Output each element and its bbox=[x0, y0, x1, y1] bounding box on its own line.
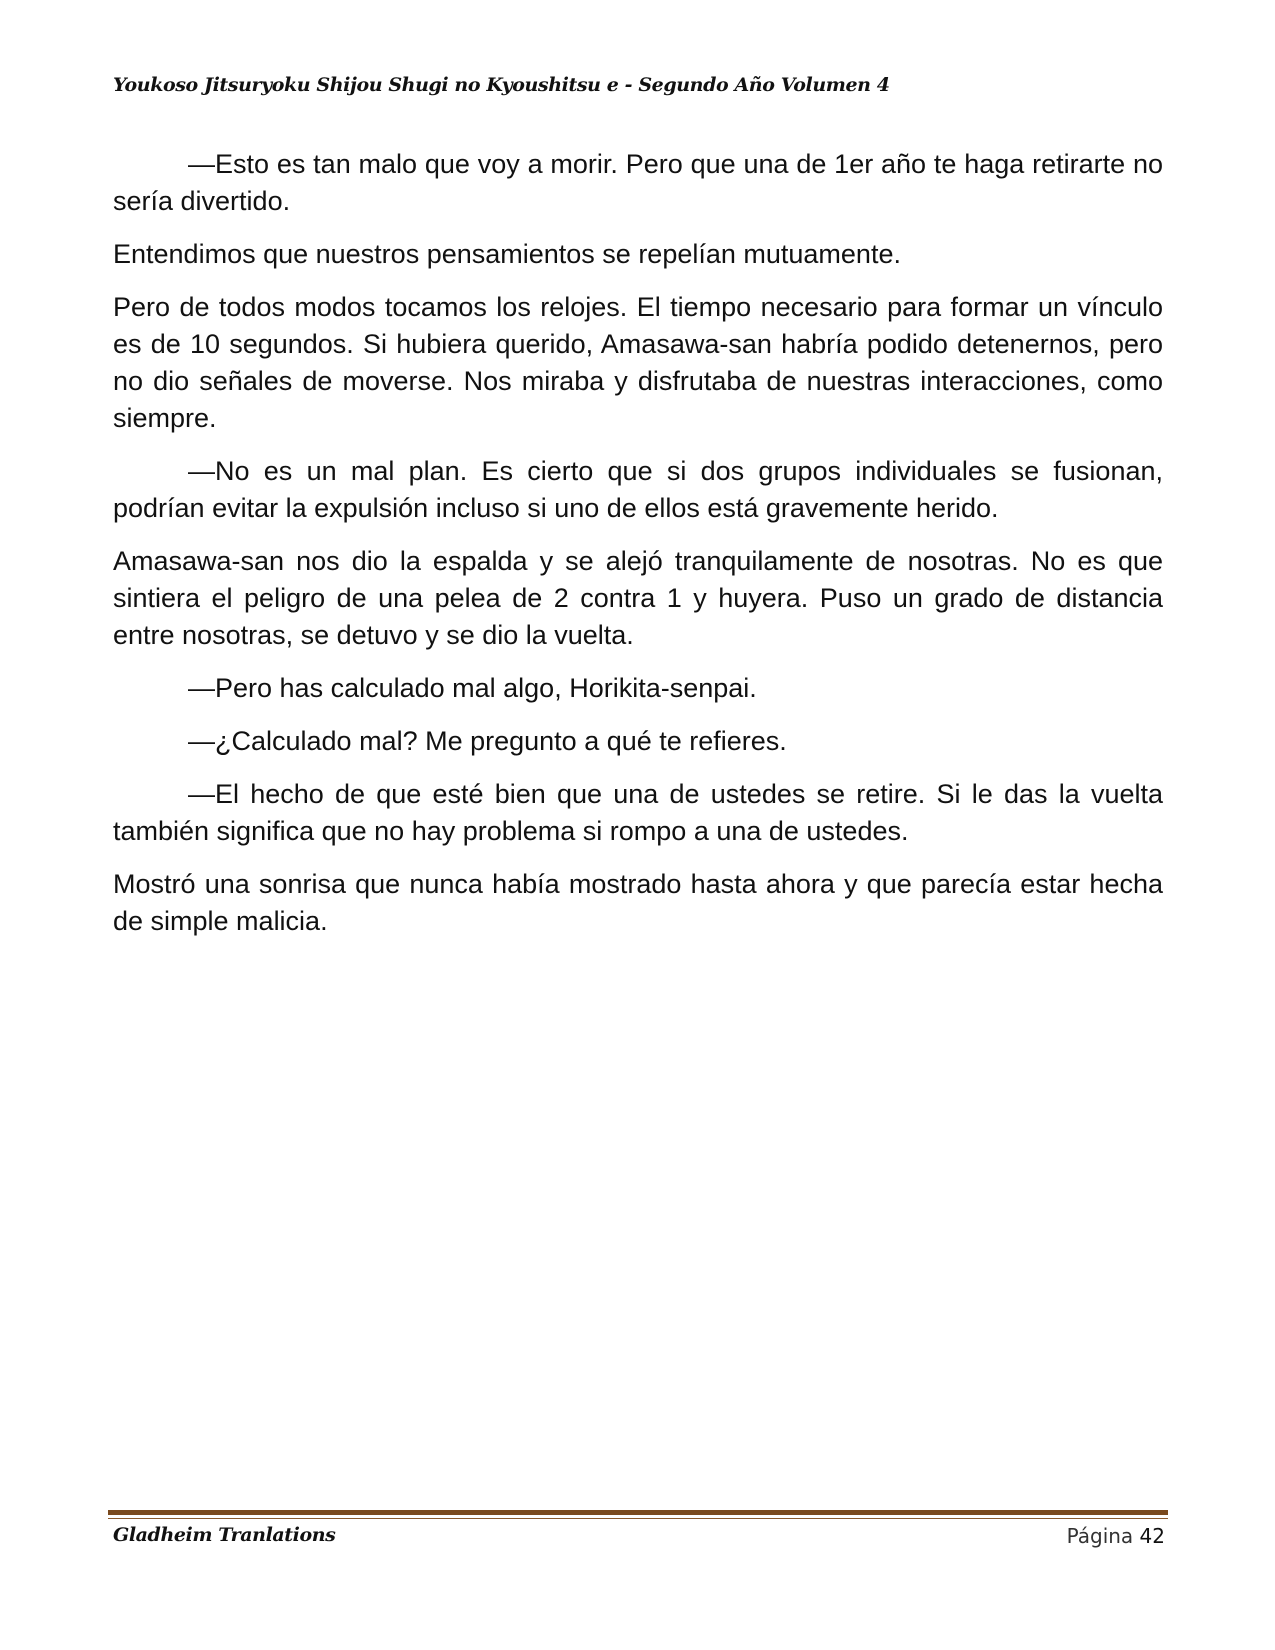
page-indicator bbox=[1067, 1524, 1165, 1548]
footer-divider-thick bbox=[108, 1510, 1168, 1515]
paragraph: —Pero has calculado mal algo, Horikita-senpai. bbox=[188, 673, 757, 703]
footer-credit: Gladheim Tranlations bbox=[113, 1524, 336, 1546]
header-title: Youkoso Jitsuryoku Shijou Shugi no Kyoushitsu e - Segundo Año Volumen 4 bbox=[113, 74, 890, 96]
paragraph: Entendimos que nuestros pensamientos se repelían mutuamente. bbox=[113, 239, 901, 269]
footer-divider-thin bbox=[108, 1518, 1168, 1519]
paragraph: —No es un mal plan. Es cierto que si dos grupos individuales se fusionan, podrían evitar la expulsión incluso si uno de ellos está gravemente herido. bbox=[113, 456, 1163, 523]
paragraph: Mostró una sonrisa que nunca había mostrado hasta ahora y que parecía estar hecha de simple malicia. bbox=[113, 869, 1163, 936]
page-label: Página bbox=[1066, 1524, 1134, 1548]
paragraph: Pero de todos modos tocamos los relojes. El tiempo necesario para formar un vínculo es de 10 segundos. Si hubiera querido, Amasawa-san habría podido detenernos, pero no dio señales de moverse. Nos miraba y disfrutaba de nuestras interacciones, como siempre. bbox=[113, 292, 1163, 433]
paragraph: —¿Calculado mal? Me pregunto a qué te refieres. bbox=[188, 726, 787, 756]
body-text bbox=[113, 146, 1163, 956]
page-number: 42 bbox=[1139, 1524, 1165, 1548]
paragraph: —El hecho de que esté bien que una de ustedes se retire. Si le das la vuelta también significa que no hay problema si rompo a una de ustedes. bbox=[113, 779, 1163, 846]
paragraph: —Esto es tan malo que voy a morir. Pero que una de 1er año te haga retirarte no sería divertido. bbox=[113, 149, 1163, 216]
paragraph: Amasawa-san nos dio la espalda y se alejó tranquilamente de nosotras. No es que sintiera el peligro de una pelea de 2 contra 1 y huyera. Puso un grado de distancia entre nosotras, se detuvo y se dio la vuelta. bbox=[113, 546, 1163, 650]
